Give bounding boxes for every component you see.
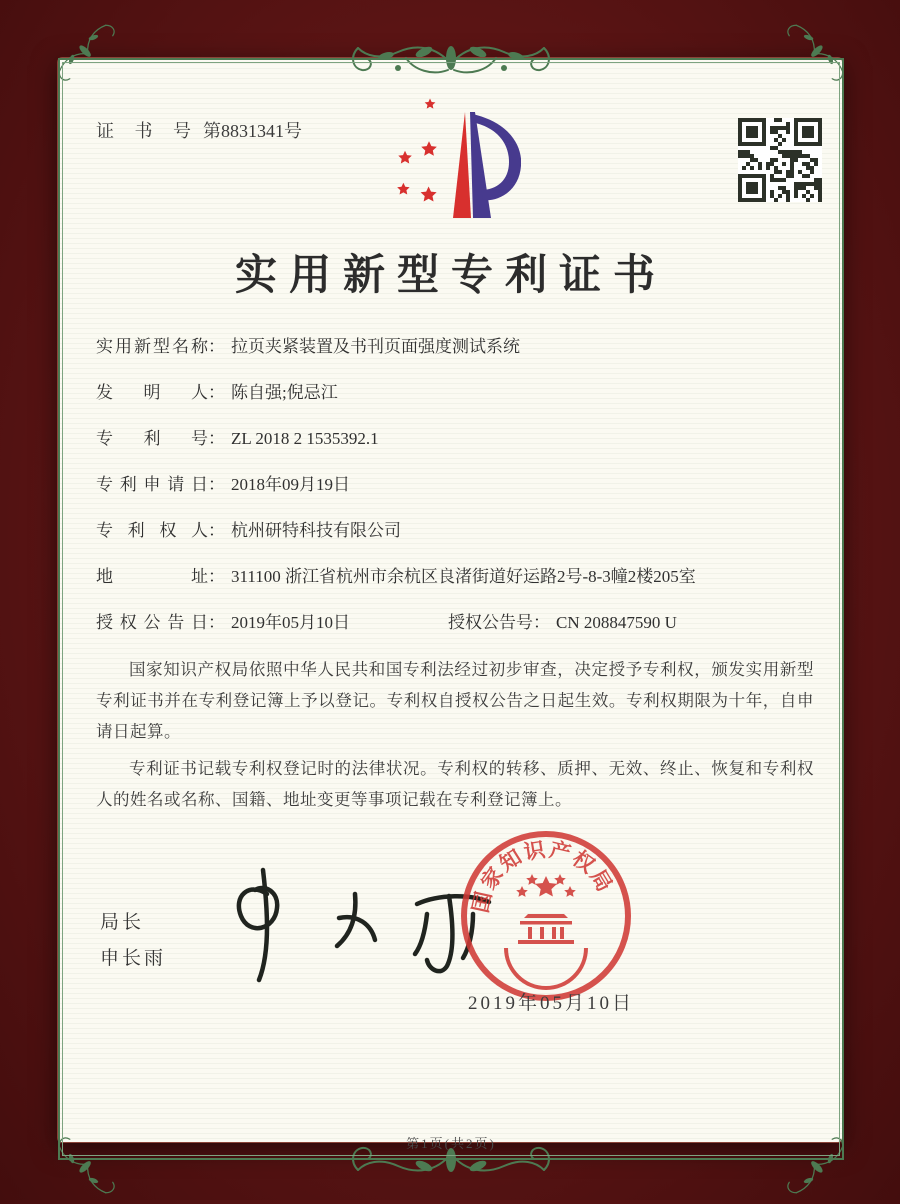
field-label: 专利申请日 [96, 475, 208, 494]
field-address: 地址： 311100 浙江省杭州市余杭区良渚街道好运路2号-8-3幢2楼205室 [96, 562, 814, 591]
field-label: 授权公告日 [96, 613, 208, 632]
field-grant-date: 授权公告日： 2019年05月10日 [96, 608, 448, 637]
floral-ornament-corner-icon [778, 14, 853, 89]
field-label: 授权公告号 [448, 613, 533, 632]
field-value: 2019年05月10日 [231, 613, 350, 632]
field-value: 杭州研特科技有限公司 [231, 521, 401, 540]
field-value: 2018年09月19日 [231, 475, 350, 494]
certificate-title: 实用新型专利证书 [234, 253, 667, 299]
director-title: 局长 [100, 912, 145, 933]
seal-date: 2019年05月10日 [468, 993, 635, 1014]
qr-code-icon [738, 118, 822, 202]
field-patentee: 专利权人： 杭州研特科技有限公司 [96, 516, 814, 545]
field-patent-number: 专利号： ZL 2018 2 1535392.1 [96, 424, 814, 453]
field-label: 专利号 [96, 429, 208, 448]
field-label: 专利权人 [96, 521, 208, 540]
director-block [100, 905, 166, 977]
floral-ornament-top-icon [336, 34, 566, 86]
field-label: 实用新型名称 [96, 337, 208, 356]
certificate-number-value: 第8831341号 [203, 121, 302, 141]
seal-text: 国家知识产权局 [468, 837, 618, 915]
legal-paragraph-1: 国家知识产权局依照中华人民共和国专利法经过初步审查，决定授予专利权，颁发实用新型专利证书并在专利登记簿上予以登记。专利权自授权公告之日起生效。专利权期限为十年，自申请日起算。 [96, 660, 814, 742]
director-name: 申长雨 [100, 948, 167, 969]
field-label: 发明人 [96, 383, 208, 402]
legal-paragraph-2: 专利证书记载专利权登记时的法律状况。专利权的转移、质押、无效、终止、恢复和专利权人的姓名或名称、国籍、地址变更等事项记载在专利登记簿上。 [96, 759, 814, 810]
certificate-number-label: 证 书 号 [96, 121, 199, 141]
field-value: 陈自强;倪忌江 [231, 383, 338, 402]
field-value: 拉页夹紧装置及书刊页面强度测试系统 [231, 337, 520, 356]
certificate-number [96, 117, 302, 143]
field-filing-date: 专利申请日： 2018年09月19日 [96, 470, 814, 499]
certificate-frame [58, 58, 844, 1160]
field-utility-model-name: 实用新型名称： 拉页夹紧装置及书刊页面强度测试系统 [96, 332, 814, 361]
field-grant-number: 授权公告号： CN 208847590 U [448, 613, 677, 632]
field-value: 311100 浙江省杭州市余杭区良渚街道好运路2号-8-3幢2楼205室 [231, 567, 696, 586]
certificate-body [96, 332, 814, 821]
field-grant-row [96, 608, 814, 637]
cnipa-p-logo-icon [381, 98, 521, 230]
field-label: 地址 [96, 567, 208, 586]
page-number: 第1页(共2页) [406, 1136, 496, 1151]
floral-ornament-corner-icon [48, 14, 123, 89]
national-emblem-icon [501, 853, 591, 988]
legal-paragraphs [96, 654, 814, 815]
field-value: ZL 2018 2 1535392.1 [231, 429, 379, 448]
field-value: CN 208847590 U [556, 613, 677, 632]
field-inventor: 发明人： 陈自强;倪忌江 [96, 378, 814, 407]
official-seal-icon [458, 828, 634, 1004]
